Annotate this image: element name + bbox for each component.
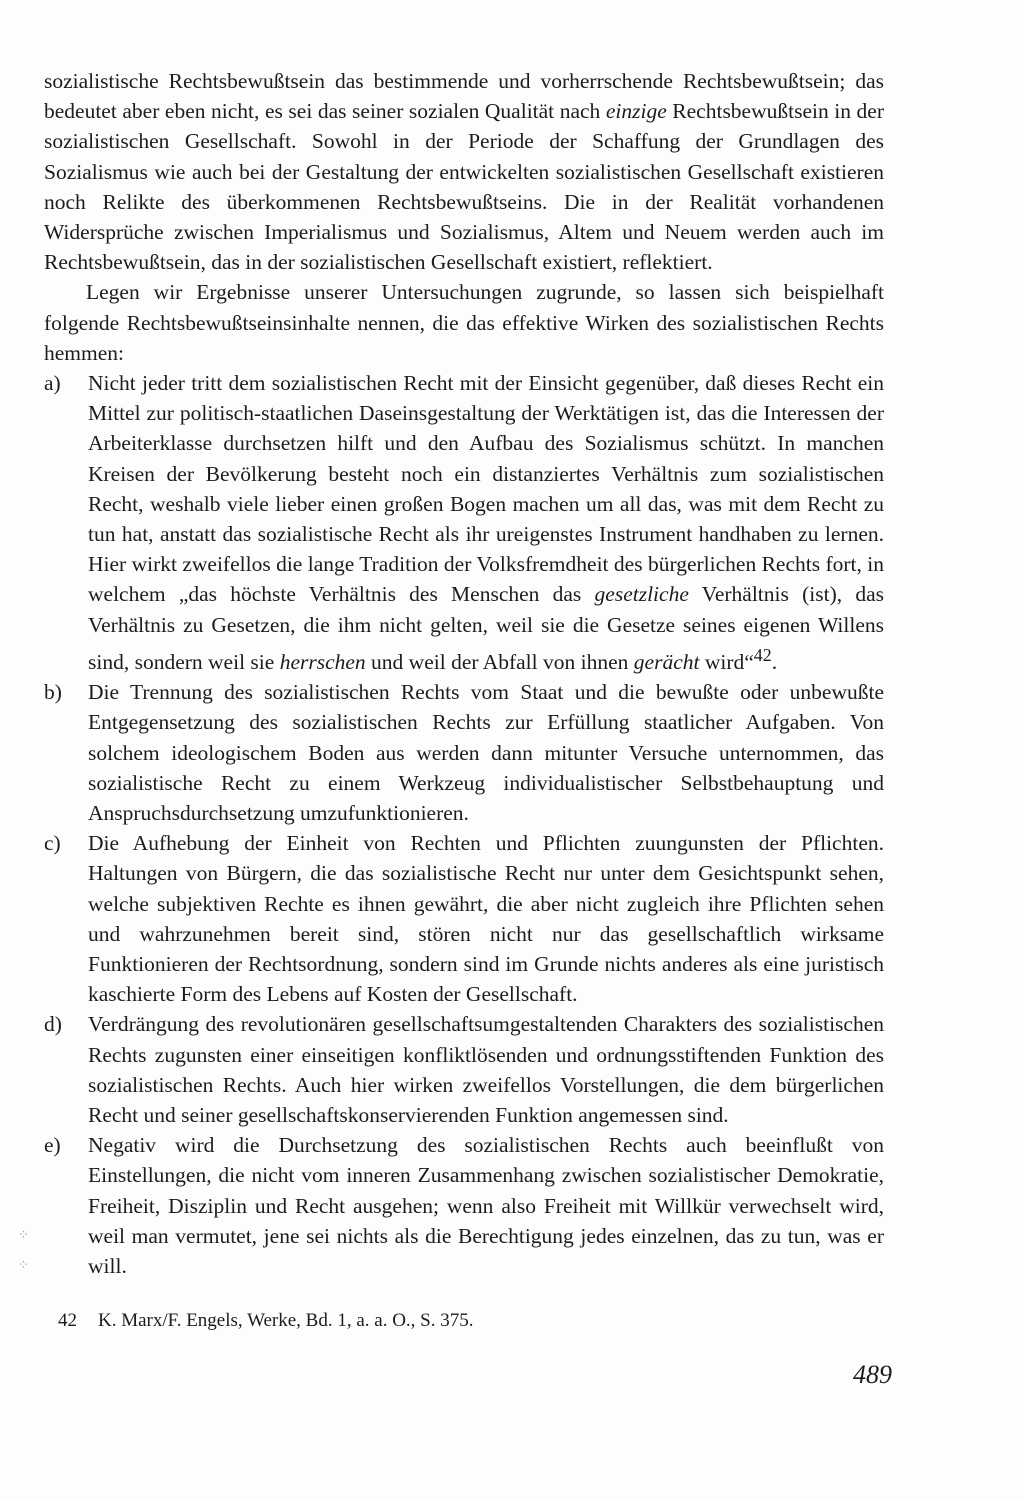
footnote-reference[interactable]: 42	[753, 644, 772, 665]
paragraph-1-text-rest: Rechtsbewußtsein in der sozialistischen Gesellschaft. Sowohl in der Periode der Schaffung der Grundlagen des Sozialismus wie auch bei der Gestaltung der entwickelten sozialistischen Gesellschaft existieren noch Relikte des überkommenen Rechtsbewußtseins. Die in der Realität vorhandenen Widersprüche zwischen Imperialismus und Sozialismus, Altem und Neuem werden auch im Rechtsbewußtsein, das in der sozialistischen Gesellschaft existiert, reflektiert.	[44, 99, 885, 275]
list-label-a: a)	[44, 371, 61, 396]
list-item-d	[44, 1009, 884, 1130]
list-item-c	[44, 828, 884, 1009]
page-number: 489	[853, 1360, 892, 1389]
list-a-emphasis-2: herrschen	[279, 650, 366, 675]
list-a-text-3: und weil der Abfall von ihnen	[365, 650, 634, 675]
list-item-b	[44, 677, 884, 828]
paragraph-2: Legen wir Ergebnisse unserer Untersuchungen zugrunde, so lassen sich beispielhaft folgende Rechtsbewußtseinsinhalte nennen, die das effektive Wirken des sozialistischen Rechts hemmen:	[44, 280, 884, 365]
paragraph-1-text: sozialistische Rechtsbewußtsein das bestimmende und vorherrschende Rechtsbewußtsein; das bedeutet aber eben nicht, es sei das seiner sozialen Qualität nach	[44, 69, 884, 124]
margin-mark-icon: ⁘	[18, 1258, 29, 1273]
paragraph-1-emphasis: einzige	[605, 99, 667, 124]
list-text-b: Die Trennung des sozialistischen Rechts vom Staat und die bewußte oder unbewußte Entgegensetzung des sozialistischen Rechts zur Erfüllung staatlicher Aufgaben. Von solchem ideologischem Boden aus werden dann mitunter Versuche unternommen, das sozialistische Recht zu einem Werkzeug individualistischer Selbstbehauptung und Anspruchsdurchsetzung umzufunktionieren.	[88, 680, 884, 826]
list-item-a	[44, 368, 884, 677]
list-a-emphasis-1: gesetzliche	[594, 582, 689, 607]
list-a-text-1: Nicht jeder tritt dem sozialistischen Recht mit der Einsicht gegenüber, daß dieses Recht ein Mittel zur politisch-staatlichen Daseinsgestaltung der Werktätigen ist, das die Interessen der Arbeiterklasse durchsetzen hilft und den Aufbau des Sozialismus schützt. In manchen Kreisen der Bevölkerung besteht noch ein distanziertes Verhältnis zum sozialistischen Recht, weshalb viele lieber einen großen Bogen machen um all das, was mit dem Recht zu tun hat, anstatt das sozialistische Recht als ihr ureigenstes Instrument handhaben zu lernen. Hier wirkt zweifellos die lange Tradition der Volksfremdheit des bürgerlichen Rechts fort, in welchem „das höchste Verhältnis des Menschen das	[88, 371, 884, 607]
list-text-a	[88, 368, 884, 677]
list-label-c: c)	[44, 831, 61, 856]
list-a-text-4: wird“	[699, 650, 754, 675]
list-text-c: Die Aufhebung der Einheit von Rechten und Pflichten zuungunsten der Pflichten. Haltungen von Bürgern, die das sozialistische Recht nur unter dem Gesichtspunkt sehen, welche subjektiven Rechte es ihnen gewährt, die aber nicht zugleich ihre Pflichten sehen und wahrzunehmen bereit sind, stören nicht nur das gesellschaftlich wirksame Funktionieren der Rechtsordnung, sondern sind im Grunde nichts anderes als eine juristisch kaschierte Form des Lebens auf Kosten der Gesellschaft.	[88, 831, 884, 1007]
margin-mark-icon: ⁘	[18, 1228, 29, 1243]
list-label-d: d)	[44, 1012, 62, 1037]
footnote-number: 42	[58, 1310, 77, 1331]
list-label-b: b)	[44, 680, 62, 705]
list-text-e: Negativ wird die Durchsetzung des sozialistischen Rechts auch beeinflußt von Einstellungen, die nicht vom inneren Zusammenhang zwischen sozialistischer Demokratie, Freiheit, Disziplin und Recht ausgehen; wenn also Freiheit mit Willkür verwechselt wird, weil man vermutet, jene sei nichts als die Berechtigung jedes einzelnen, das zu tun, was er will.	[88, 1133, 884, 1279]
list-a-emphasis-3: gerächt	[633, 650, 700, 675]
list-a-text-2: Verhältnis (ist), das Verhältnis zu Gesetzen, die ihm nicht gelten, weil sie die Gesetze seines eigenen Willens sind, sondern weil sie	[88, 582, 884, 675]
list-item-e	[44, 1130, 884, 1281]
list-label-e: e)	[44, 1133, 61, 1158]
footnote-text: K. Marx/F. Engels, Werke, Bd. 1, a. a. O., S. 375.	[98, 1310, 474, 1331]
paragraph-1	[44, 66, 884, 277]
body-text	[44, 66, 884, 1281]
list-text-d: Verdrängung des revolutionären gesellschaftsumgestaltenden Charakters des sozialistischen Rechts zugunsten einer einseitigen konfliktlösenden und ordnungsstiftenden Funktion des sozialistischen Rechts. Auch hier wirken zweifellos Vorstellungen, die dem bürgerlichen Recht und seiner gesellschaftskonservierenden Funktion angemessen sind.	[88, 1012, 884, 1128]
footnote	[58, 1308, 858, 1334]
list-a-text-5: .	[771, 650, 778, 675]
